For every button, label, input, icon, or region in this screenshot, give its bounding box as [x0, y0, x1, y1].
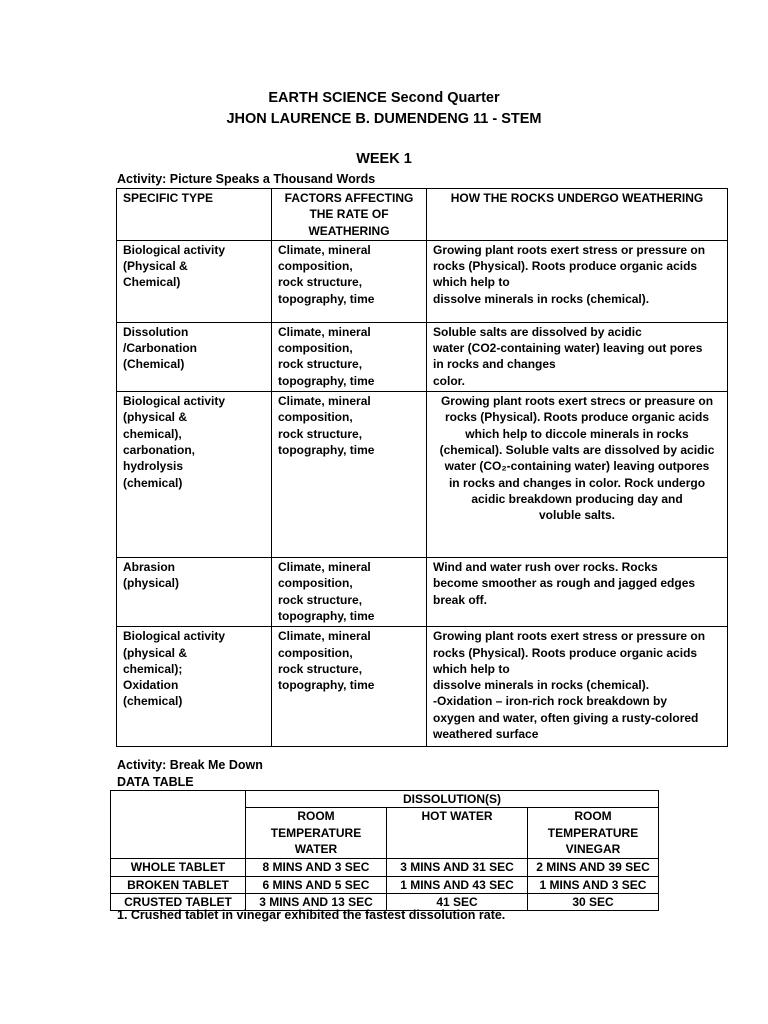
blank-corner-cell — [111, 791, 246, 859]
value-cell: 8 MINS AND 3 SEC — [246, 859, 387, 876]
activity1-title: Activity: Picture Speaks a Thousand Words — [117, 172, 376, 186]
value-cell: 6 MINS AND 5 SEC — [246, 876, 387, 893]
factors-cell: Climate, mineral composition, rock structure, topography, time — [272, 627, 427, 747]
value-cell: 1 MINS AND 3 SEC — [528, 876, 659, 893]
specific-type-cell: Abrasion (physical) — [117, 558, 272, 627]
value-cell: 2 MINS AND 39 SEC — [528, 859, 659, 876]
row-label: CRUSTED TABLET — [111, 893, 246, 910]
weathering-description-cell: Wind and water rush over rocks. Rocks become smoother as rough and jagged edges break off. — [427, 558, 728, 627]
weathering-description-cell: Growing plant roots exert stress or pressure on rocks (Physical). Roots produce organic acids which help to dissolve minerals in rocks (chemical). -Oxidation – iron-rich rock breakdown by oxygen and water, often giving a rusty-colored weathered surface — [427, 627, 728, 747]
factors-cell: Climate, mineral composition, rock structure, topography, time — [272, 558, 427, 627]
weathering-table — [116, 188, 728, 747]
table-row — [117, 392, 728, 558]
column-header: HOW THE ROCKS UNDERGO WEATHERING — [427, 189, 728, 241]
value-cell: 3 MINS AND 31 SEC — [387, 859, 528, 876]
dissolution-group-header: DISSOLUTION(S) — [246, 791, 659, 808]
column-header-room-temp-vinegar: ROOM TEMPERATURE VINEGAR — [528, 808, 659, 859]
weathering-description-cell: Soluble salts are dissolved by acidic water (CO2-containing water) leaving out pores in rocks and changes color. — [427, 322, 728, 391]
table-row — [117, 558, 728, 627]
value-cell: 41 SEC — [387, 893, 528, 910]
row-label: WHOLE TABLET — [111, 859, 246, 876]
column-header: SPECIFIC TYPE — [117, 189, 272, 241]
data-table-label: DATA TABLE — [117, 775, 194, 789]
table-row — [117, 627, 728, 747]
table-row — [117, 240, 728, 322]
document-title: EARTH SCIENCE Second Quarter — [268, 90, 500, 106]
column-header-hot-water: HOT WATER — [387, 808, 528, 859]
table-header-row — [117, 189, 728, 241]
table-row — [111, 876, 659, 893]
table-row — [111, 859, 659, 876]
specific-type-cell: Biological activity (Physical & Chemical) — [117, 240, 272, 322]
table-header-row — [111, 791, 659, 808]
column-header: FACTORS AFFECTING THE RATE OF WEATHERING — [272, 189, 427, 241]
value-cell: 3 MINS AND 13 SEC — [246, 893, 387, 910]
factors-cell: Climate, mineral composition, rock structure, topography, time — [272, 240, 427, 322]
column-header-room-temp-water: ROOM TEMPERATURE WATER — [246, 808, 387, 859]
weathering-description-cell: Growing plant roots exert strecs or preasure on rocks (Physical). Roots produce organic acids which help to diccole minerals in rocks (chemical). Soluble valts are dissolved by acidic water (CO₂-containing water) leaving outpores in rocks and changes in color. Rock undergo acidic breakdown producing day and voluble salts. — [427, 392, 728, 558]
factors-cell: Climate, mineral composition, rock structure, topography, time — [272, 322, 427, 391]
week-heading: WEEK 1 — [356, 151, 412, 167]
specific-type-cell: Dissolution /Carbonation (Chemical) — [117, 322, 272, 391]
specific-type-cell: Biological activity (physical & chemical); Oxidation (chemical) — [117, 627, 272, 747]
specific-type-cell: Biological activity (physical & chemical), carbonation, hydrolysis (chemical) — [117, 392, 272, 558]
data-table — [110, 790, 659, 911]
factors-cell: Climate, mineral composition, rock structure, topography, time — [272, 392, 427, 558]
value-cell: 30 SEC — [528, 893, 659, 910]
activity2-title: Activity: Break Me Down — [117, 758, 263, 772]
weathering-description-cell: Growing plant roots exert stress or pressure on rocks (Physical). Roots produce organic acids which help to dissolve minerals in rocks (chemical). — [427, 240, 728, 322]
row-label: BROKEN TABLET — [111, 876, 246, 893]
student-info: JHON LAURENCE B. DUMENDENG 11 - STEM — [226, 111, 542, 127]
table-row — [117, 322, 728, 391]
value-cell: 1 MINS AND 43 SEC — [387, 876, 528, 893]
conclusion-note: 1. Crushed tablet in vinegar exhibited the fastest dissolution rate. — [117, 908, 506, 922]
